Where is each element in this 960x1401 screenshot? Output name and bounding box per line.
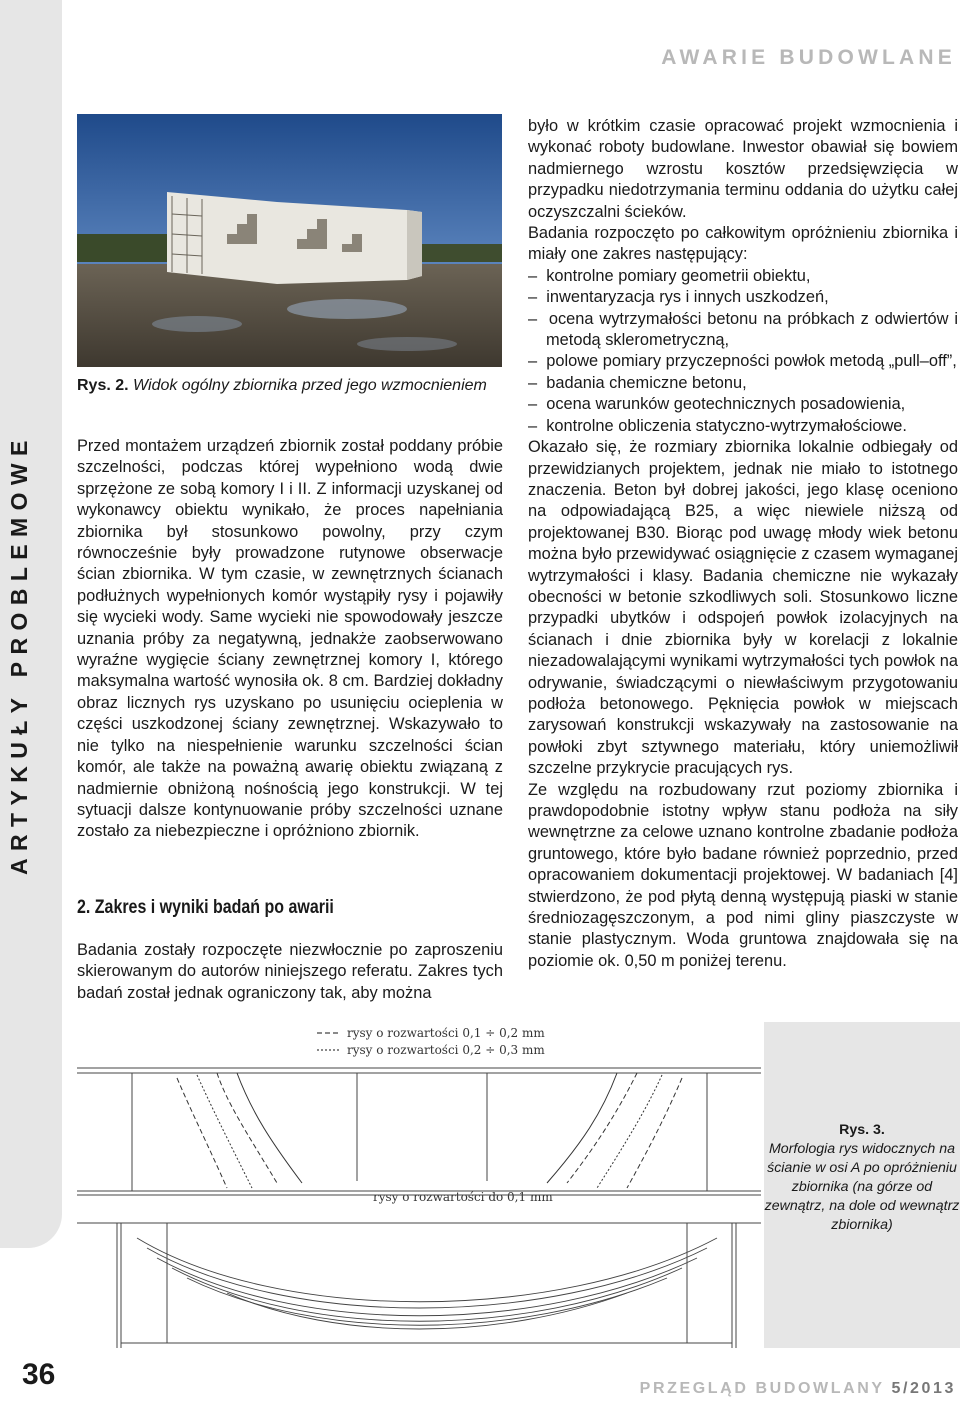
list-item: – ocena warunków geotechnicznych posadowienia, [528, 395, 906, 414]
figure-2-text: Widok ogólny zbiornika przed jego wzmocnieniem [133, 377, 487, 394]
footer-issue: 5/2013 [891, 1380, 956, 1397]
paragraph: Ze względu na rozbudowany rzut poziomy zbiornika i prawdopodobnie istotny wpływ stanu podłoża na siły wewnętrzne za celowe uznano kontrolne zbadanie podłoża gruntowego, które było badane również poprzednio, przed opracowaniem dokumentacji projektowej. W badaniach [4] stwierdzono, że pod płytą denną występują piaski w stanie średniozagęszczonym, a pod nimi gliny piaszczyste w stanie plastycznym. Woda gruntowa znajdowała się na poziomie ok. 0,50 m poniżej terenu. [528, 780, 958, 970]
figure-3-text: Morfologia rys widocznych na ścianie w osi A po opróżnieniu zbiornika (na górze od zewnątrz, na dole od wewnątrz zbiornika) [764, 1141, 960, 1233]
page-number: 36 [22, 1358, 56, 1391]
section-2-heading: 2. Zakres i wyniki badań po awarii [77, 896, 334, 918]
paragraph: Badania rozpoczęto po całkowitym opróżnieniu zbiornika i miały one zakres następujący: [528, 224, 958, 264]
paragraph: było w krótkim czasie opracować projekt wzmocnienia i wykonać roboty budowlane. Inwestor obawiał się bowiem nadmiernego wzrostu kosztów przedsięwzięcia w przypadku niedotrzymania terminu oddania do użytku całej oczyszczalni ścieków. [528, 117, 958, 221]
paragraph: Okazało się, że rozmiary zbiornika lokalnie odbiegały od przewidzianych projektem, jednak nie miało to istotnego znaczenia. Beton był dobrej jakości, jego klasę oceniono na odpowiadającą B25, a więc niewiele niższą od projektowanej B30. Biorąc pod uwagę młody wiek betonu można było przewidywać osiągnięcie z czasem wymaganej wytrzymałości i klasy. Badania chemiczne nie wykazały obecności w betonie szkodliwych soli. Stosunkowo liczne przypadki ubytków i odspojeń powłok izolacyjnych na ścianach i dnie zbiornika były w korelacji z lokalnie niezadowalającymi wynikami wytrzymałości tych powłok na odrywanie, świadczącymi o niewłaściwym przygotowaniu podłoża betonowego. Pęknięcia powłok w miejscach zarysowań konstrukcji wskazywały na zastosowanie na powłoki zbyt sztywnego materiału, który uniemożliwił szczelne przykrycie pracujących rys. [528, 438, 958, 778]
left-column-text [77, 436, 503, 843]
figure-3-caption [764, 1121, 960, 1235]
section-header: AWARIE BUDOWLANE [661, 46, 956, 69]
list-item: – kontrolne obliczenia statyczno-wytrzymałościowe. [528, 416, 907, 435]
footer [640, 1380, 956, 1398]
list-item: – ocena wytrzymałości betonu na próbkach z odwiertów i metodą sklerometryczną, [528, 309, 958, 350]
list-item: – badania chemiczne betonu, [528, 373, 747, 392]
figure-3-label: Rys. 3. [839, 1122, 885, 1138]
legend-3: rysy o rozwartości do 0,1 mm [373, 1190, 553, 1204]
left-column-text-2 [77, 940, 503, 1004]
paragraph: Badania zostały rozpoczęte niezwłocznie po zaproszeniu skierowanym do autorów niniejszego referatu. Zakres tych badań został jednak ograniczony tak, aby można [77, 941, 503, 1002]
side-title [6, 815, 33, 875]
figure-2-label: Rys. 2. [77, 377, 129, 394]
right-column-text [528, 116, 958, 972]
crack-diagram [77, 1023, 761, 1348]
figure-2-caption [77, 377, 487, 395]
list-item: – kontrolne pomiary geometrii obiektu, [528, 266, 811, 285]
list-item: – inwentaryzacja rys i innych uszkodzeń, [528, 288, 829, 307]
legend-1: rysy o rozwartości 0,1 ÷ 0,2 mm [347, 1026, 545, 1040]
footer-journal: PRZEGLĄD BUDOWLANY [639, 1380, 885, 1397]
tank-photo [77, 114, 502, 367]
legend-2: rysy o rozwartości 0,2 ÷ 0,3 mm [347, 1043, 545, 1057]
paragraph: Przed montażem urządzeń zbiornik został poddany próbie szczelności, podczas której wypełniono wodą dwie sprzężone ze sobą komory I i II. Z informacji uzyskanej od wykonawcy obiektu wynikało, że proces napełniania zbiornika był stosunkowo powolny, przy czym równocześnie były prowadzone rutynowe obserwacje ścian zbiornika. W tym czasie, w zewnętrznych ścianach podłużnych wypełnionych komór wystąpiły rysy i pojawiły się wycieki wody. Same wycieki nie spowodowały jeszcze uznania próby za negatywną, jednakże zaobserwowano wyraźne wygięcie ściany zewnętrznej komory I, którego maksymalna wartość wynosiła ok. 8 cm. Bardziej dokładny obraz licznych rys uzyskano po usunięciu ocieplenia w części uszkodzonej ściany zewnętrznej. Wskazywało to nie tylko na niespełnienie warunku szczelności ścian komór, ale także na poważną awarię obiektu związaną z nadmiernie obniżoną nośnością jego konstrukcji. W tej sytuacji dalsze kontynuowanie próby szczelności uznane zostało za niebezpieczne i opróżniono zbiornik. [77, 437, 503, 841]
list-item: – polowe pomiary przyczepności powłok metodą „pull–off”, [528, 352, 957, 371]
